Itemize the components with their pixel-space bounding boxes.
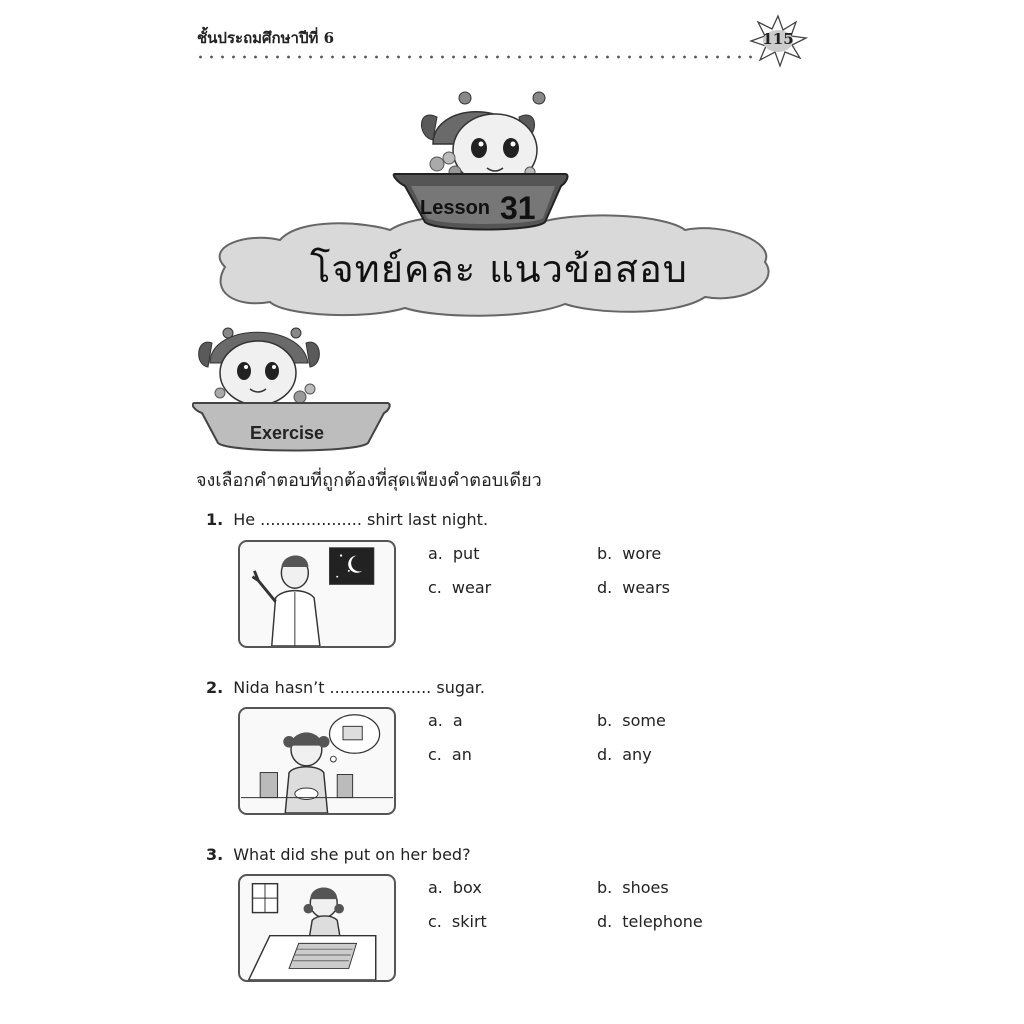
- option-text: skirt: [451, 912, 487, 931]
- question-1-option-c[interactable]: [428, 578, 491, 597]
- lesson-number: 31: [500, 190, 536, 226]
- option-letter: d.: [597, 578, 613, 597]
- question-1-option-d[interactable]: [597, 578, 670, 597]
- question-1: [206, 510, 488, 529]
- option-letter: b.: [597, 711, 613, 730]
- option-text: wore: [622, 544, 662, 563]
- option-text: some: [622, 711, 666, 730]
- option-text: telephone: [622, 912, 703, 931]
- question-2-option-a[interactable]: [428, 711, 463, 730]
- question-2: [206, 678, 485, 697]
- question-3-option-c[interactable]: [428, 912, 487, 931]
- option-letter: d.: [597, 745, 613, 764]
- option-text: an: [451, 745, 472, 764]
- option-letter: c.: [428, 745, 442, 764]
- option-text: shoes: [622, 878, 669, 897]
- girl-coffee-illustration: [240, 709, 394, 813]
- question-number: 2.: [206, 678, 224, 697]
- lesson-title: โจทย์คละ แนวข้อสอบ: [310, 247, 688, 291]
- question-text: Nida hasn’t .................... sugar.: [233, 678, 485, 697]
- exercise-label: Exercise: [250, 423, 325, 443]
- question-3-picture: [238, 874, 396, 982]
- option-letter: a.: [428, 878, 443, 897]
- question-2-option-b[interactable]: [597, 711, 666, 730]
- option-letter: a.: [428, 544, 443, 563]
- question-2-picture: [238, 707, 396, 815]
- option-letter: b.: [597, 544, 613, 563]
- question-number: 1.: [206, 510, 224, 529]
- question-1-option-a[interactable]: [428, 544, 479, 563]
- question-2-option-d[interactable]: [597, 745, 652, 764]
- question-text: What did she put on her bed?: [233, 845, 471, 864]
- option-letter: a.: [428, 711, 443, 730]
- option-text: any: [622, 745, 652, 764]
- question-3-option-a[interactable]: [428, 878, 482, 897]
- man-waving-night-illustration: [240, 542, 394, 646]
- question-number: 3.: [206, 845, 224, 864]
- question-3: [206, 845, 471, 864]
- grade-header: ชั้นประถมศึกษาปีที่ 6: [197, 29, 335, 47]
- option-letter: d.: [597, 912, 613, 931]
- option-text: wears: [622, 578, 670, 597]
- page-number: 115: [762, 30, 794, 48]
- lesson-label: Lesson: [420, 197, 491, 219]
- option-letter: c.: [428, 912, 442, 931]
- question-1-picture: [238, 540, 396, 648]
- option-text: box: [452, 878, 482, 897]
- question-text: He .................... shirt last night.: [233, 510, 489, 529]
- exercise-instruction: จงเลือกคำตอบที่ถูกต้องที่สุดเพียงคำตอบเดียว: [196, 470, 542, 491]
- option-text: a: [452, 711, 463, 730]
- option-text: put: [452, 544, 480, 563]
- girl-bed-illustration: [240, 876, 394, 980]
- question-3-option-b[interactable]: [597, 878, 669, 897]
- question-2-option-c[interactable]: [428, 745, 472, 764]
- question-3-option-d[interactable]: [597, 912, 703, 931]
- option-text: wear: [451, 578, 492, 597]
- question-1-option-b[interactable]: [597, 544, 661, 563]
- dotted-divider: [195, 55, 760, 59]
- option-letter: b.: [597, 878, 613, 897]
- option-letter: c.: [428, 578, 442, 597]
